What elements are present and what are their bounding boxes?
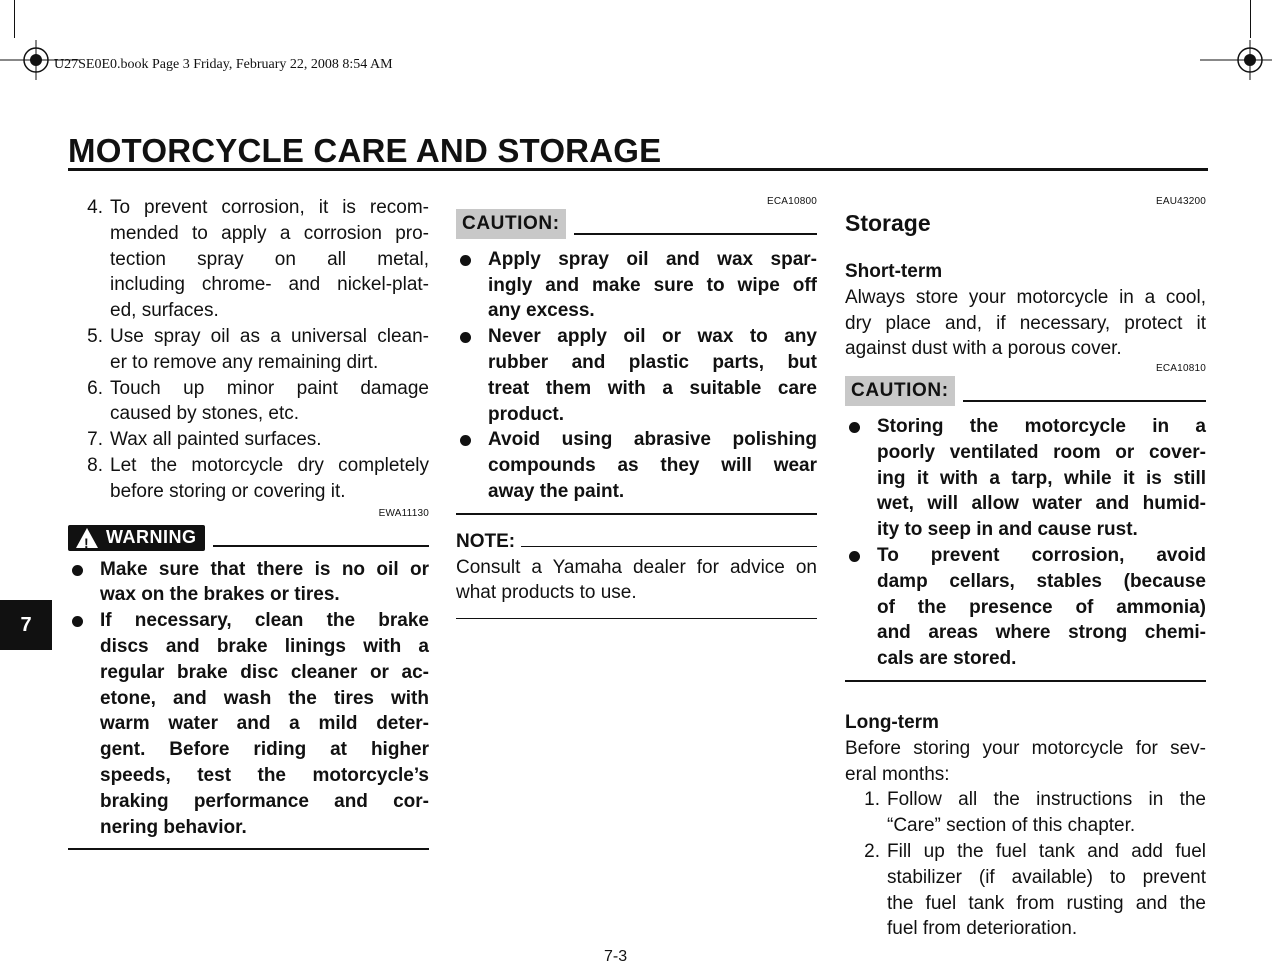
bullet-icon bbox=[456, 427, 488, 504]
text-line: dry place and, if necessary, protect it bbox=[845, 312, 1206, 334]
caution-label: CAUTION: bbox=[845, 376, 955, 406]
text-line: the fuel tank from rusting and the bbox=[887, 892, 1206, 914]
section-code: EAU43200 bbox=[1156, 196, 1206, 207]
caution-rule bbox=[963, 400, 1206, 402]
column-1 bbox=[68, 195, 429, 850]
text-line: Always store your motorcycle in a cool, bbox=[845, 286, 1206, 308]
text-line: nering behavior. bbox=[100, 816, 247, 838]
text-line: Make sure that there is no oil or bbox=[100, 558, 429, 580]
text-line: eral months: bbox=[845, 763, 950, 785]
bullet-text bbox=[488, 247, 817, 324]
list-item bbox=[68, 324, 429, 376]
registration-mark-icon bbox=[1200, 40, 1272, 80]
warning-badge bbox=[68, 525, 205, 551]
list-item bbox=[68, 453, 429, 505]
bullet-icon bbox=[456, 247, 488, 324]
bullet-icon bbox=[68, 608, 100, 840]
list-item-text bbox=[110, 427, 429, 453]
bullet-icon bbox=[845, 543, 877, 672]
bullet-text bbox=[100, 608, 429, 840]
text-line: tection spray on all metal, bbox=[110, 248, 429, 270]
caution-header bbox=[456, 209, 817, 239]
caution-code: ECA10810 bbox=[1156, 363, 1206, 375]
list-item-text bbox=[110, 376, 429, 428]
text-line: caused by stones, etc. bbox=[110, 403, 300, 425]
text-line: discs and brake linings with a bbox=[100, 635, 429, 657]
text-line: ed, surfaces. bbox=[110, 300, 219, 322]
bullet-text bbox=[877, 414, 1206, 543]
text-line: Wax all painted surfaces. bbox=[110, 429, 322, 451]
text-line: To prevent corrosion, avoid bbox=[877, 544, 1206, 566]
text-line: compounds as they will wear bbox=[488, 455, 817, 477]
list-item-text bbox=[110, 195, 429, 324]
text-line: mended to apply a corrosion pro- bbox=[110, 222, 429, 244]
list-item-text bbox=[887, 787, 1206, 839]
warning-end-rule bbox=[68, 848, 429, 850]
bullet-item bbox=[845, 543, 1206, 672]
column-3 bbox=[845, 195, 1206, 942]
caution-header bbox=[845, 376, 1206, 406]
long-term-text bbox=[845, 736, 1206, 788]
list-item-number: 8. bbox=[87, 454, 103, 476]
warning-header bbox=[68, 525, 429, 551]
caution-label: CAUTION: bbox=[456, 209, 566, 239]
list-item bbox=[845, 787, 1206, 839]
text-line: Never apply oil or wax to any bbox=[488, 326, 817, 348]
note-text bbox=[456, 555, 817, 607]
text-line: Apply spray oil and wax spar- bbox=[488, 248, 817, 270]
text-line: poorly ventilated room or cover- bbox=[877, 441, 1206, 463]
text-line: what products to use. bbox=[456, 582, 637, 604]
text-line: Fill up the fuel tank and add fuel bbox=[887, 840, 1206, 862]
list-item-number: 2. bbox=[864, 840, 880, 862]
caution-code: ECA10800 bbox=[767, 196, 817, 207]
warning-triangle-icon: ! bbox=[76, 528, 98, 548]
text-line: warm water and a mild deter- bbox=[100, 713, 429, 735]
storage-heading: Storage bbox=[845, 210, 931, 236]
caution-end-rule bbox=[456, 513, 817, 515]
list-item bbox=[68, 195, 429, 324]
text-line: braking performance and cor- bbox=[100, 790, 429, 812]
note-label: NOTE: bbox=[456, 530, 516, 552]
text-line: of the presence of ammonia) bbox=[877, 596, 1206, 618]
book-info: U27SE0E0.book Page 3 Friday, February 22, 2008 8:54 AM bbox=[54, 57, 393, 72]
text-line: wet, will allow water and humid- bbox=[877, 493, 1206, 515]
text-line: against dust with a porous cover. bbox=[845, 338, 1122, 360]
list-item-text bbox=[887, 839, 1206, 942]
list-item-number: 6. bbox=[87, 377, 103, 399]
bullet-icon bbox=[845, 414, 877, 543]
bullet-text bbox=[488, 324, 817, 427]
list-item-text bbox=[110, 453, 429, 505]
column-2 bbox=[456, 195, 817, 619]
list-item-text bbox=[110, 324, 429, 376]
section-tab: 7 bbox=[0, 600, 52, 650]
text-line: Consult a Yamaha dealer for advice on bbox=[456, 556, 817, 578]
bullet-icon bbox=[456, 324, 488, 427]
bullet-text bbox=[877, 543, 1206, 672]
bullet-item bbox=[456, 427, 817, 504]
list-item-number: 4. bbox=[87, 197, 103, 218]
list-item bbox=[68, 427, 429, 453]
text-line: “Care” section of this chapter. bbox=[887, 815, 1136, 837]
page-number: 7-3 bbox=[604, 948, 628, 965]
text-line: Use spray oil as a universal clean- bbox=[110, 325, 429, 347]
text-line: er to remove any remaining dirt. bbox=[110, 351, 379, 373]
text-line: speeds, test the motorcycle’s bbox=[100, 764, 429, 786]
text-line: Before storing your motorcycle for sev- bbox=[845, 737, 1206, 759]
text-line: Follow all the instructions in the bbox=[887, 789, 1206, 811]
text-line: Touch up minor paint damage bbox=[110, 377, 429, 399]
text-line: Storing the motorcycle in a bbox=[877, 415, 1206, 437]
text-line: ing it with a tarp, while it is still bbox=[877, 467, 1206, 489]
text-line: away the paint. bbox=[488, 480, 625, 502]
text-line: wax on the brakes or tires. bbox=[100, 584, 340, 606]
text-line: before storing or covering it. bbox=[110, 480, 346, 502]
text-line: stabilizer (if available) to prevent bbox=[887, 866, 1206, 888]
text-line: fuel from deterioration. bbox=[887, 918, 1078, 940]
long-term-heading: Long-term bbox=[845, 711, 939, 733]
text-line: damp cellars, stables (because bbox=[877, 570, 1206, 592]
text-line: etone, and wash the tires with bbox=[100, 687, 429, 709]
bullet-item bbox=[68, 557, 429, 609]
text-line: treat them with a suitable care bbox=[488, 377, 817, 399]
note-end-rule bbox=[456, 618, 817, 619]
text-line: ingly and make sure to wipe off bbox=[488, 274, 817, 296]
text-line: including chrome- and nickel-plat- bbox=[110, 274, 429, 296]
bullet-item bbox=[456, 324, 817, 427]
bullet-text bbox=[100, 557, 429, 609]
warning-label: WARNING bbox=[106, 526, 197, 547]
text-line: To prevent corrosion, it is recom- bbox=[110, 197, 429, 218]
care-steps-list bbox=[68, 195, 429, 505]
caution-rule bbox=[574, 233, 817, 235]
crop-mark bbox=[14, 0, 15, 38]
text-line: and areas where strong chemi- bbox=[877, 622, 1206, 644]
warning-rule bbox=[213, 545, 430, 547]
short-term-heading: Short-term bbox=[845, 261, 943, 282]
bullet-icon bbox=[68, 557, 100, 609]
long-term-steps bbox=[845, 787, 1206, 942]
note-rule bbox=[521, 546, 817, 547]
page-title: MOTORCYCLE CARE AND STORAGE bbox=[68, 132, 662, 169]
note-header bbox=[456, 529, 817, 555]
text-line: product. bbox=[488, 403, 564, 425]
list-item-number: 5. bbox=[87, 325, 103, 347]
crop-mark bbox=[1250, 0, 1251, 38]
caution-end-rule bbox=[845, 680, 1206, 682]
warning-code: EWA11130 bbox=[378, 507, 429, 519]
text-line: If necessary, clean the brake bbox=[100, 610, 429, 632]
text-line: cals are stored. bbox=[877, 648, 1017, 670]
text-line: any excess. bbox=[488, 300, 595, 322]
list-item-number: 1. bbox=[864, 789, 880, 811]
header-rule bbox=[68, 168, 1208, 171]
text-line: Avoid using abrasive polishing bbox=[488, 429, 817, 451]
list-item bbox=[68, 376, 429, 428]
bullet-item bbox=[845, 414, 1206, 543]
short-term-text bbox=[845, 285, 1206, 362]
warning-bullets bbox=[68, 557, 429, 841]
caution-bullets bbox=[845, 414, 1206, 672]
list-item bbox=[845, 839, 1206, 942]
text-line: rubber and plastic parts, but bbox=[488, 351, 817, 373]
text-line: gent. Before riding at higher bbox=[100, 739, 429, 761]
bullet-item bbox=[456, 247, 817, 324]
text-line: Let the motorcycle dry completely bbox=[110, 454, 429, 476]
caution-bullets bbox=[456, 247, 817, 505]
bullet-item bbox=[68, 608, 429, 840]
list-item-number: 7. bbox=[87, 429, 103, 451]
bullet-text bbox=[488, 427, 817, 504]
text-line: ity to seep in and cause rust. bbox=[877, 519, 1138, 541]
text-line: regular brake disc cleaner or ac- bbox=[100, 661, 429, 683]
